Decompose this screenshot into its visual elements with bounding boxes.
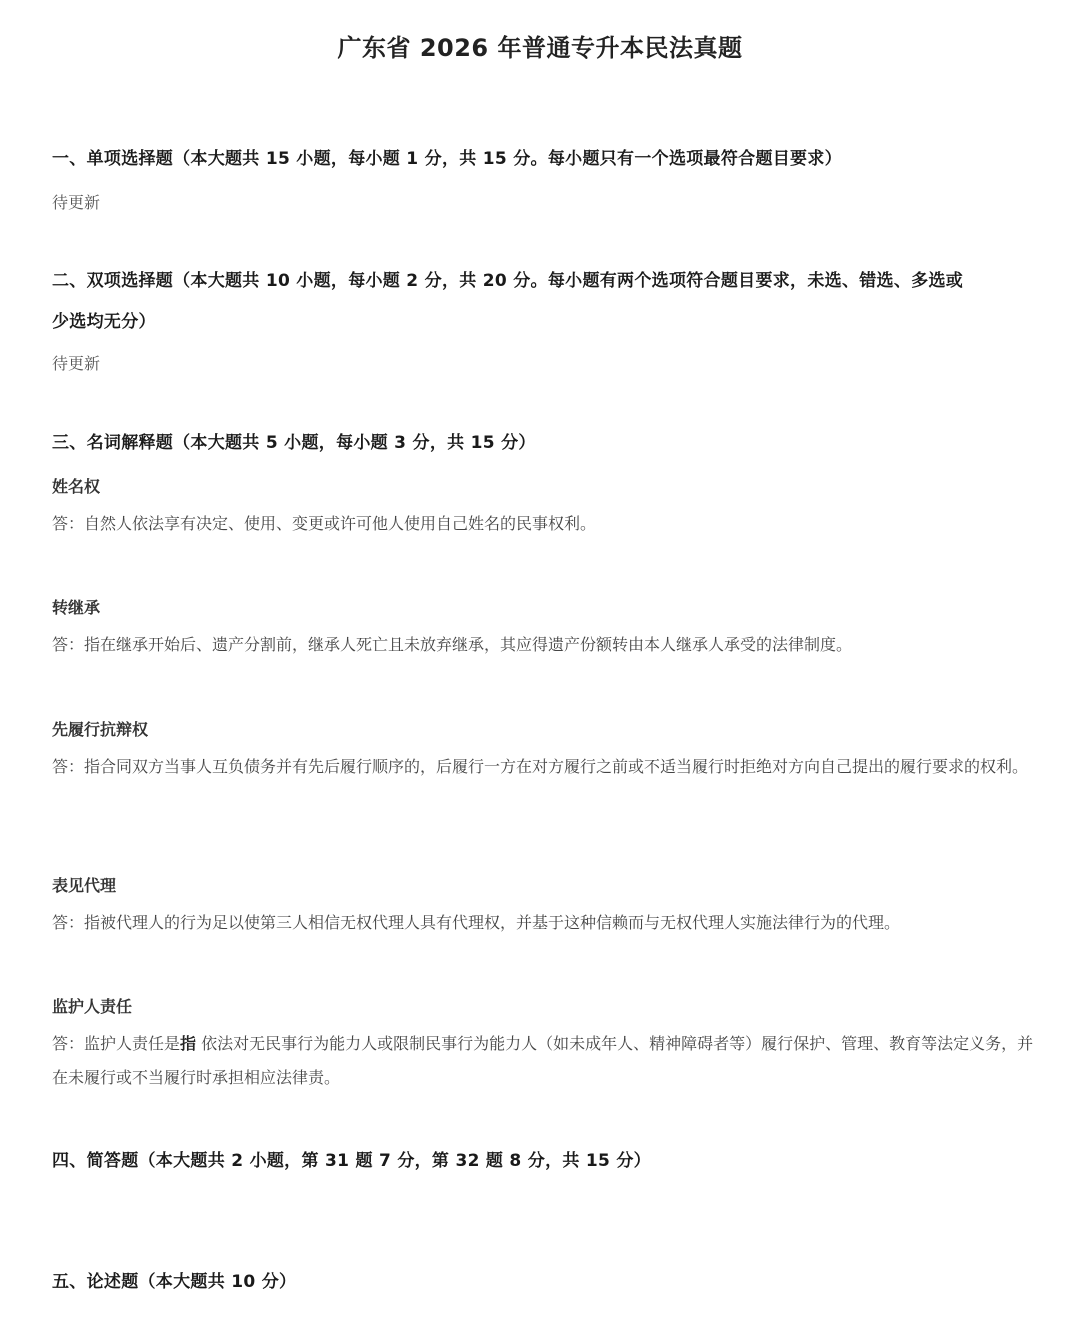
section-single-choice-heading: 一、单项选择题（本大题共 15 小题，每小题 1 分，共 15 分。每小题只有一个选项最符合题目要求）: [52, 149, 842, 169]
section-essay-heading: 五、论述题（本大题共 10 分）: [52, 1272, 297, 1292]
document-title: 广东省 2026 年普通专升本民法真题: [337, 34, 743, 62]
term-title: 转继承: [52, 598, 101, 617]
section-double-choice-heading: 二、双项选择题（本大题共 10 小题，每小题 2 分，共 20 分。每小题有两个选项符合题目要求，未选、错选、多选或少选均无分）: [52, 271, 964, 332]
term-title: 监护人责任: [52, 997, 133, 1016]
term-answer-bold: 指: [180, 1034, 197, 1053]
term-answer: 答：指合同双方当事人互负债务并有先后履行顺序的，后履行一方在对方履行之前或不适当履行时拒绝对方向自己提出的履行要求的权利。: [52, 757, 1029, 776]
term-answer-rest: 依法对无民事行为能力人或限制民事行为能力人（如未成年人、精神障碍者等）履行保护、管理、教育等法定义务，并在未履行或不当履行时承担相应法律责。: [52, 1034, 1034, 1087]
term-title: 先履行抗辩权: [52, 720, 149, 739]
section-double-choice-content: 待更新: [52, 354, 101, 373]
term-answer: 答：指在继承开始后、遗产分割前，继承人死亡且未放弃继承，其应得遗产份额转由本人继承人承受的法律制度。: [52, 635, 853, 654]
section-short-answer-heading: 四、简答题（本大题共 2 小题，第 31 题 7 分，第 32 题 8 分，共 15 分）: [52, 1151, 651, 1171]
term-answer: 答：指被代理人的行为足以使第三人相信无权代理人具有代理权，并基于这种信赖而与无权代理人实施法律行为的代理。: [52, 913, 901, 932]
term-answer-prefix: 答：监护人责任是: [52, 1034, 181, 1053]
term-answer: [52, 1027, 1037, 1095]
term-title: 表见代理: [52, 876, 117, 895]
section-term-explanation-heading: 三、名词解释题（本大题共 5 小题，每小题 3 分，共 15 分）: [52, 433, 536, 453]
section-single-choice-content: 待更新: [52, 193, 101, 212]
term-title: 姓名权: [52, 477, 101, 496]
term-answer: 答：自然人依法享有决定、使用、变更或许可他人使用自己姓名的民事权利。: [52, 514, 597, 533]
